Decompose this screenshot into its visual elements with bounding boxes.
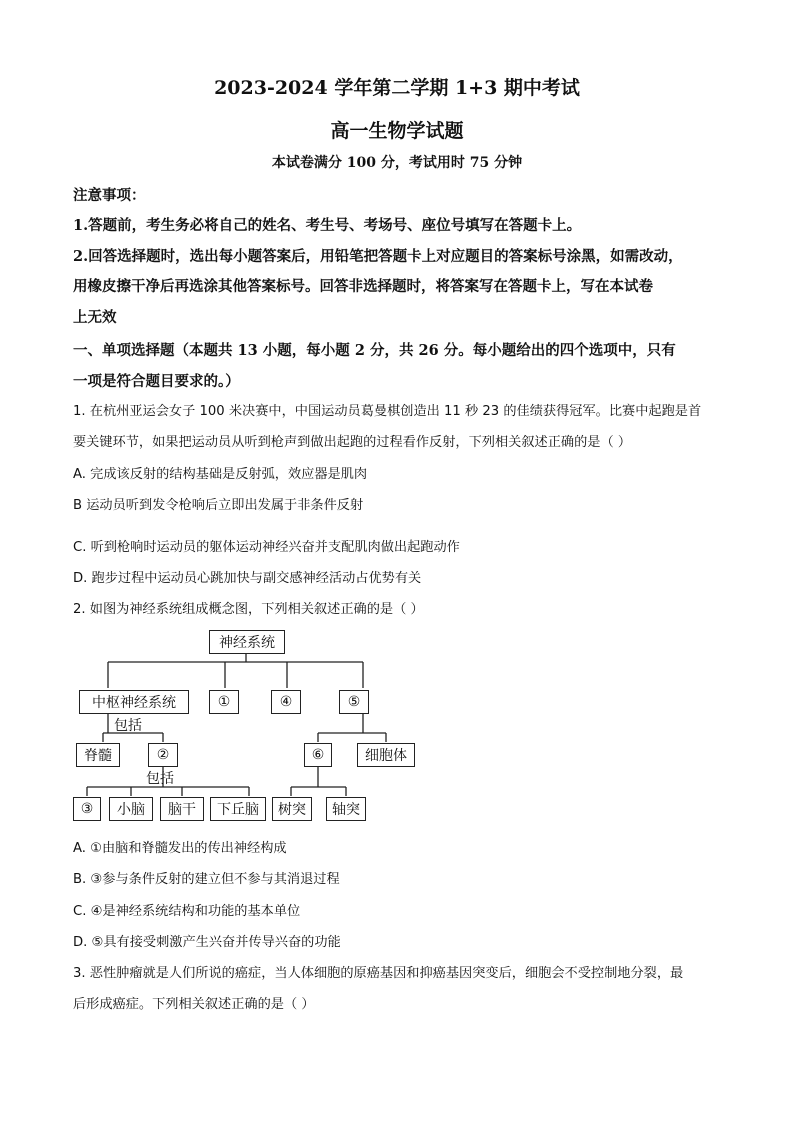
node-circle-5: ⑤ [339,690,369,714]
q3-stem-line-2: 后形成癌症。下列相关叙述正确的是（ ） [73,997,315,1012]
exam-title: 2023-2024 学年第二学期 1+3 期中考试 [214,77,580,99]
q2-option-b: B. ③参与条件反射的建立但不参与其消退过程 [73,872,340,887]
node-circle-3: ③ [73,797,101,821]
node-cell-body: 细胞体 [357,743,415,767]
instruction-item-2-line-3: 上无效 [73,309,117,326]
node-nervous-system: 神经系统 [209,630,285,654]
node-circle-2: ② [148,743,178,767]
instructions-heading: 注意事项： [73,187,146,204]
instruction-item-2-line-2: 用橡皮擦干净后再选涂其他答案标号。回答非选择题时，将答案写在答题卡上，写在本试卷 [73,278,653,295]
q1-option-c: C. 听到枪响时运动员的躯体运动神经兴奋并支配肌肉做出起跑动作 [73,540,460,555]
q1-stem-line-2: 要关键环节，如果把运动员从听到枪声到做出起跑的过程看作反射，下列相关叙述正确的是（ ） [73,435,632,450]
node-axon: 轴突 [326,797,366,821]
q2-option-c: C. ④是神经系统结构和功能的基本单位 [73,904,301,919]
q2-option-a: A. ①由脑和脊髓发出的传出神经构成 [73,841,287,856]
q2-stem: 2. 如图为神经系统组成概念图，下列相关叙述正确的是（ ） [73,602,424,617]
node-circle-1: ① [209,690,239,714]
node-hypothalamus: 下丘脑 [210,797,266,821]
q1-option-d: D. 跑步过程中运动员心跳加快与副交感神经活动占优势有关 [73,571,422,586]
q2-option-d: D. ⑤具有接受刺激产生兴奋并传导兴奋的功能 [73,935,341,950]
instruction-item-1: 1.答题前，考生务必将自己的姓名、考生号、考场号、座位号填写在答题卡上。 [73,217,582,234]
instruction-item-2-line-1: 2.回答选择题时，选出每小题答案后，用铅笔把答题卡上对应题目的答案标号涂黑，如需改动， [73,248,683,265]
nervous-system-concept-diagram [73,628,423,828]
section-heading-line-1: 一、单项选择题（本题共 13 小题，每小题 2 分，共 26 分。每小题给出的四个选项中，只有 [73,342,676,359]
node-brainstem: 脑干 [160,797,204,821]
q3-stem-line-1: 3. 恶性肿瘤就是人们所说的癌症，当人体细胞的原癌基因和抑癌基因突变后，细胞会不受控制地分裂，最 [73,966,684,981]
q1-option-b: B 运动员听到发令枪响后立即出发属于非条件反射 [73,498,364,513]
include-label-2: 包括 [146,771,174,787]
node-central-nervous-system: 中枢神经系统 [79,690,189,714]
node-circle-4: ④ [271,690,301,714]
section-heading-line-2: 一项是符合题目要求的。） [73,373,240,390]
q1-option-a: A. 完成该反射的结构基础是反射弧，效应器是肌肉 [73,467,368,482]
exam-subtitle: 高一生物学试题 [330,120,464,142]
exam-note: 本试卷满分 100 分，考试用时 75 分钟 [271,155,523,171]
q1-stem-line-1: 1. 在杭州亚运会女子 100 米决赛中，中国运动员葛曼棋创造出 11 秒 23 的佳绩获得冠军。比赛中起跑是首 [73,404,702,419]
node-cerebellum: 小脑 [109,797,153,821]
node-spinal-cord: 脊髓 [76,743,120,767]
node-circle-6: ⑥ [304,743,332,767]
node-dendrite: 树突 [272,797,312,821]
include-label-1: 包括 [114,718,142,734]
